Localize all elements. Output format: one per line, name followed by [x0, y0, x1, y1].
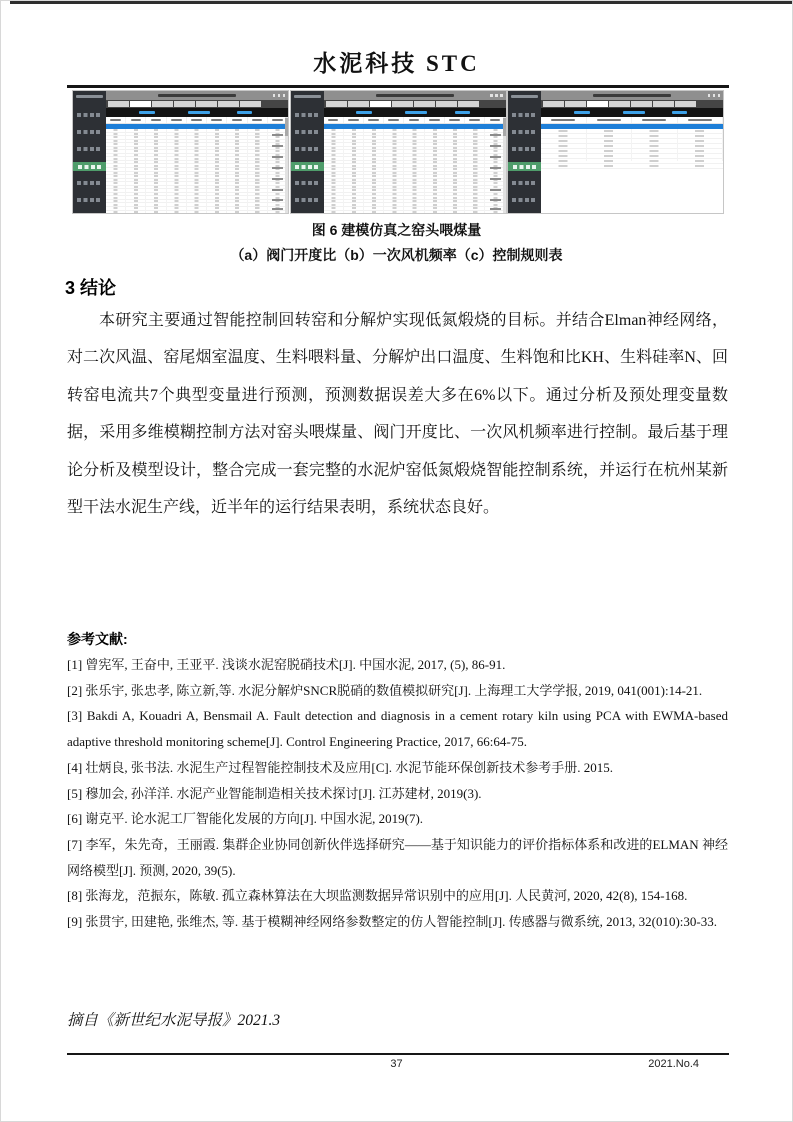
references-heading: 参考文献:	[67, 631, 128, 647]
header-label	[409, 119, 420, 122]
journal-header-title: 水泥科技 STC	[313, 51, 480, 76]
table-header-cell	[587, 117, 633, 123]
screenshot-sidebar-item	[295, 147, 320, 151]
maximize-icon	[713, 94, 716, 97]
header-label	[252, 119, 263, 122]
screenshot-titlebar	[324, 91, 506, 100]
cell-value-smudge	[272, 156, 283, 158]
reference-item: [3] Bakdi A, Kouadri A, Bensmail A. Fault detection and diagnosis in a cement rotary kiln using PCA with EWMA-based adaptive threshold monitoring scheme[J]. Control Engineering Practice, 2017, 66:64-75.	[67, 708, 728, 750]
screenshot-main	[541, 91, 723, 213]
screenshot-sidebar-item-highlighted	[508, 162, 541, 171]
screenshot-window-title	[158, 94, 236, 97]
table-header-cell	[632, 117, 678, 123]
screenshot-tab-strip	[541, 100, 723, 108]
header-label	[688, 119, 712, 122]
cell-value-smudge	[272, 199, 283, 201]
screenshot-tab	[108, 101, 129, 107]
stats-label	[623, 111, 645, 114]
cell-value-smudge	[490, 145, 501, 147]
close-icon	[283, 94, 286, 97]
cell-value-smudge	[490, 134, 501, 136]
close-icon	[500, 94, 503, 97]
screenshot-tab	[587, 101, 608, 107]
header-rule	[67, 85, 729, 88]
header-label	[449, 119, 460, 122]
reference-item: [8] 张海龙，范振东，陈敏. 孤立森林算法在大坝监测数据异常识别中的应用[J]. 人民黄河, 2020, 42(8), 154-168.	[67, 888, 688, 904]
screenshot-tab	[675, 101, 696, 107]
table-header-cell	[227, 117, 247, 123]
footer-rule	[67, 1053, 729, 1055]
table-header-cell	[106, 117, 126, 123]
screenshot-sidebar-item	[295, 198, 320, 202]
screenshot-app-title	[511, 95, 538, 98]
screenshot-tab	[196, 101, 217, 107]
cell-value-smudge	[490, 199, 501, 201]
screenshot-stats-bar	[106, 108, 288, 117]
figure-panel-b	[291, 91, 506, 213]
cell-value-smudge	[272, 208, 283, 210]
table-header-cell	[445, 117, 465, 123]
cell-value-smudge	[490, 167, 501, 169]
header-label	[429, 119, 440, 122]
cell-value-smudge	[490, 208, 501, 210]
screenshot-table-header	[106, 117, 288, 124]
screenshot-tab	[174, 101, 195, 107]
screenshot-tab	[565, 101, 586, 107]
header-label	[191, 119, 202, 122]
screenshot-tab	[458, 101, 479, 107]
header-label	[272, 119, 283, 122]
screenshot-tab-strip	[324, 100, 506, 108]
stats-label	[672, 111, 687, 114]
scrollbar	[285, 117, 288, 213]
stats-label	[188, 111, 210, 114]
screenshot-sidebar-item	[77, 113, 102, 117]
stats-label	[455, 111, 470, 114]
screenshot-sidebar	[291, 91, 324, 213]
header-label	[551, 119, 575, 122]
header-label	[642, 119, 666, 122]
cell-value-smudge	[272, 134, 283, 136]
screenshot-sidebar-item	[512, 147, 537, 151]
figure-caption-line1: 图 6 建模仿真之窑头喂煤量	[311, 222, 482, 238]
reference-item: [5] 穆加会, 孙洋洋. 水泥产业智能制造相关技术探讨[J]. 江苏建材, 2019(3).	[67, 785, 482, 801]
table-header-cell	[207, 117, 227, 123]
header-label	[597, 119, 621, 122]
close-icon	[718, 94, 721, 97]
scrollbar-thumb	[285, 118, 288, 136]
screenshot-stats-bar	[324, 108, 506, 117]
cell-value-smudge	[490, 189, 501, 191]
screenshot-app-title	[76, 95, 103, 98]
minimize-icon	[708, 94, 711, 97]
window-controls	[708, 94, 721, 97]
screenshot-main	[324, 91, 506, 213]
table-header-cell	[465, 117, 485, 123]
screenshot-sidebar-item	[295, 130, 320, 134]
screenshot-tab	[653, 101, 674, 107]
cell-value-smudge	[490, 156, 501, 158]
screenshot-sidebar-item-highlighted	[73, 162, 106, 171]
maximize-icon	[495, 94, 498, 97]
table-header-cell	[126, 117, 146, 123]
screenshot-sidebar-item-highlighted	[291, 162, 324, 171]
screenshot-sidebar-item	[77, 198, 102, 202]
screenshot-sidebar-item	[77, 181, 102, 185]
stats-label	[237, 111, 252, 114]
header-label	[110, 119, 121, 122]
screenshot-sidebar-item	[512, 130, 537, 134]
cell-value-smudge	[272, 167, 283, 169]
screenshot-tab	[348, 101, 369, 107]
window-controls	[490, 94, 503, 97]
screenshot-table-body	[541, 129, 723, 213]
header-label	[388, 119, 399, 122]
screenshot-main	[106, 91, 288, 213]
screenshot-sidebar-item	[512, 181, 537, 185]
screenshot-tab	[152, 101, 173, 107]
header-label	[151, 119, 162, 122]
table-header-cell	[384, 117, 404, 123]
footer-page-number: 37	[390, 1058, 403, 1070]
header-label	[469, 119, 480, 122]
reference-item: [2] 张乐宇, 张忠孝, 陈立新,等. 水泥分解炉SNCR脱硝的数值模拟研究[J]. 上海理工大学学报, 2019, 041(001):14-21.	[67, 682, 703, 698]
cell-value-smudge	[490, 178, 501, 180]
stats-label	[574, 111, 590, 114]
screenshot-table-header	[541, 117, 723, 124]
screenshot-tab	[370, 101, 391, 107]
maximize-icon	[278, 94, 281, 97]
cell-value-smudge	[272, 145, 283, 147]
screenshot-sidebar	[508, 91, 541, 213]
screenshot-tab-strip	[106, 100, 288, 108]
figure-caption-line2: （a）阀门开度比（b）一次风机频率（c）控制规则表	[230, 247, 563, 263]
screenshot-window-title	[593, 94, 671, 97]
screenshot-sidebar-item	[512, 198, 537, 202]
screenshot-tab	[392, 101, 413, 107]
table-header-cell	[404, 117, 424, 123]
header-label	[131, 119, 142, 122]
screenshot-app-title	[294, 95, 321, 98]
screenshot-titlebar	[106, 91, 288, 100]
screenshot-tab	[436, 101, 457, 107]
screenshot-tab	[414, 101, 435, 107]
screenshot-tab	[609, 101, 630, 107]
table-header-cell	[425, 117, 445, 123]
screenshot-sidebar-item	[512, 113, 537, 117]
stats-label	[405, 111, 427, 114]
reference-item: [4] 壮炳良, 张书法. 水泥生产过程智能控制技术及应用[C]. 水泥节能环保创新技术参考手册. 2015.	[67, 759, 613, 775]
table-header-cell	[541, 117, 587, 123]
screenshot-tab	[130, 101, 151, 107]
references-list	[67, 652, 728, 935]
screenshot-tab	[218, 101, 239, 107]
screenshot-sidebar-item	[295, 181, 320, 185]
table-row	[541, 164, 723, 169]
screenshot-table-body	[324, 129, 506, 213]
screenshot-tab	[240, 101, 261, 107]
header-label	[171, 119, 182, 122]
header-label	[232, 119, 243, 122]
screenshot-table-body	[106, 129, 288, 213]
screenshot-table-header	[324, 117, 506, 124]
header-label	[211, 119, 222, 122]
window-controls	[273, 94, 286, 97]
screenshot-sidebar-item	[77, 130, 102, 134]
figure-panel-a	[73, 91, 288, 213]
table-row	[324, 211, 506, 213]
minimize-icon	[490, 94, 493, 97]
scrollbar	[503, 117, 506, 213]
conclusion-paragraph: 本研究主要通过智能控制回转窑和分解炉实现低氮煅烧的目标。并结合Elman神经网络，对二次风温、窑尾烟室温度、生料喂料量、分解炉出口温度、生料饱和比KH、生料硅率N、回转窑电流共7个典型变量进行预测，预测数据误差大多在6%以下。通过分析及预处理变量数据，采用多维模糊控制方法对窑头喂煤量、阀门开度比、一次风机频率进行控制。最后基于理论分析及模型设计，整合完成一套完整的水泥炉窑低氮煅烧智能控制系统，并运行在杭州某新型干法水泥生产线，近半年的运行结果表明，系统状态良好。	[67, 312, 728, 517]
screenshot-window-title	[376, 94, 454, 97]
reference-item: [1] 曾宪军, 王奋中, 王亚平. 浅谈水泥窑脱硝技术[J]. 中国水泥, 2017, (5), 86-91.	[67, 657, 506, 672]
stats-label	[139, 111, 155, 114]
header-label	[348, 119, 359, 122]
table-header-cell	[187, 117, 207, 123]
figure-panels	[73, 91, 723, 213]
screenshot-sidebar-item	[295, 113, 320, 117]
cell-value-smudge	[272, 189, 283, 191]
figure-panel-c	[508, 91, 723, 213]
minimize-icon	[273, 94, 276, 97]
header-label	[328, 119, 339, 122]
table-header-cell	[167, 117, 187, 123]
screenshot-sidebar-item	[77, 147, 102, 151]
table-header-cell	[324, 117, 344, 123]
scrollbar-thumb	[503, 118, 506, 136]
footer-issue: 2021.No.4	[648, 1058, 699, 1070]
stats-label	[356, 111, 372, 114]
cell-value-smudge	[272, 178, 283, 180]
screenshot-titlebar	[541, 91, 723, 100]
source-note: 摘自《新世纪水泥导报》2021.3	[67, 1012, 281, 1029]
table-row	[106, 211, 288, 213]
reference-item: [9] 张贯宇, 田建艳, 张维杰, 等. 基于模糊神经网络参数整定的仿人智能控制[J]. 传感器与微系统, 2013, 32(010):30-33.	[67, 914, 717, 930]
table-header-cell	[344, 117, 364, 123]
header-label	[490, 119, 501, 122]
screenshot-sidebar	[73, 91, 106, 213]
screenshot-tab	[543, 101, 564, 107]
scan-artifact-bar	[10, 1, 792, 4]
table-header-cell	[364, 117, 384, 123]
screenshot-stats-bar	[541, 108, 723, 117]
reference-item: [7] 李军，朱先奇，王丽霞. 集群企业协同创新伙伴选择研究——基于知识能力的评价指标体系和改进的ELMAN 神经网络模型[J]. 预测, 2020, 39(5).	[67, 836, 728, 878]
screenshot-tab	[631, 101, 652, 107]
reference-item: [6] 谢克平. 论水泥工厂智能化发展的方向[J]. 中国水泥, 2019(7).	[67, 811, 424, 827]
table-header-cell	[146, 117, 166, 123]
section-heading-conclusion: 3 结论	[65, 278, 117, 298]
table-header-cell	[248, 117, 268, 123]
table-header-cell	[678, 117, 724, 123]
header-label	[368, 119, 379, 122]
screenshot-tab	[326, 101, 347, 107]
